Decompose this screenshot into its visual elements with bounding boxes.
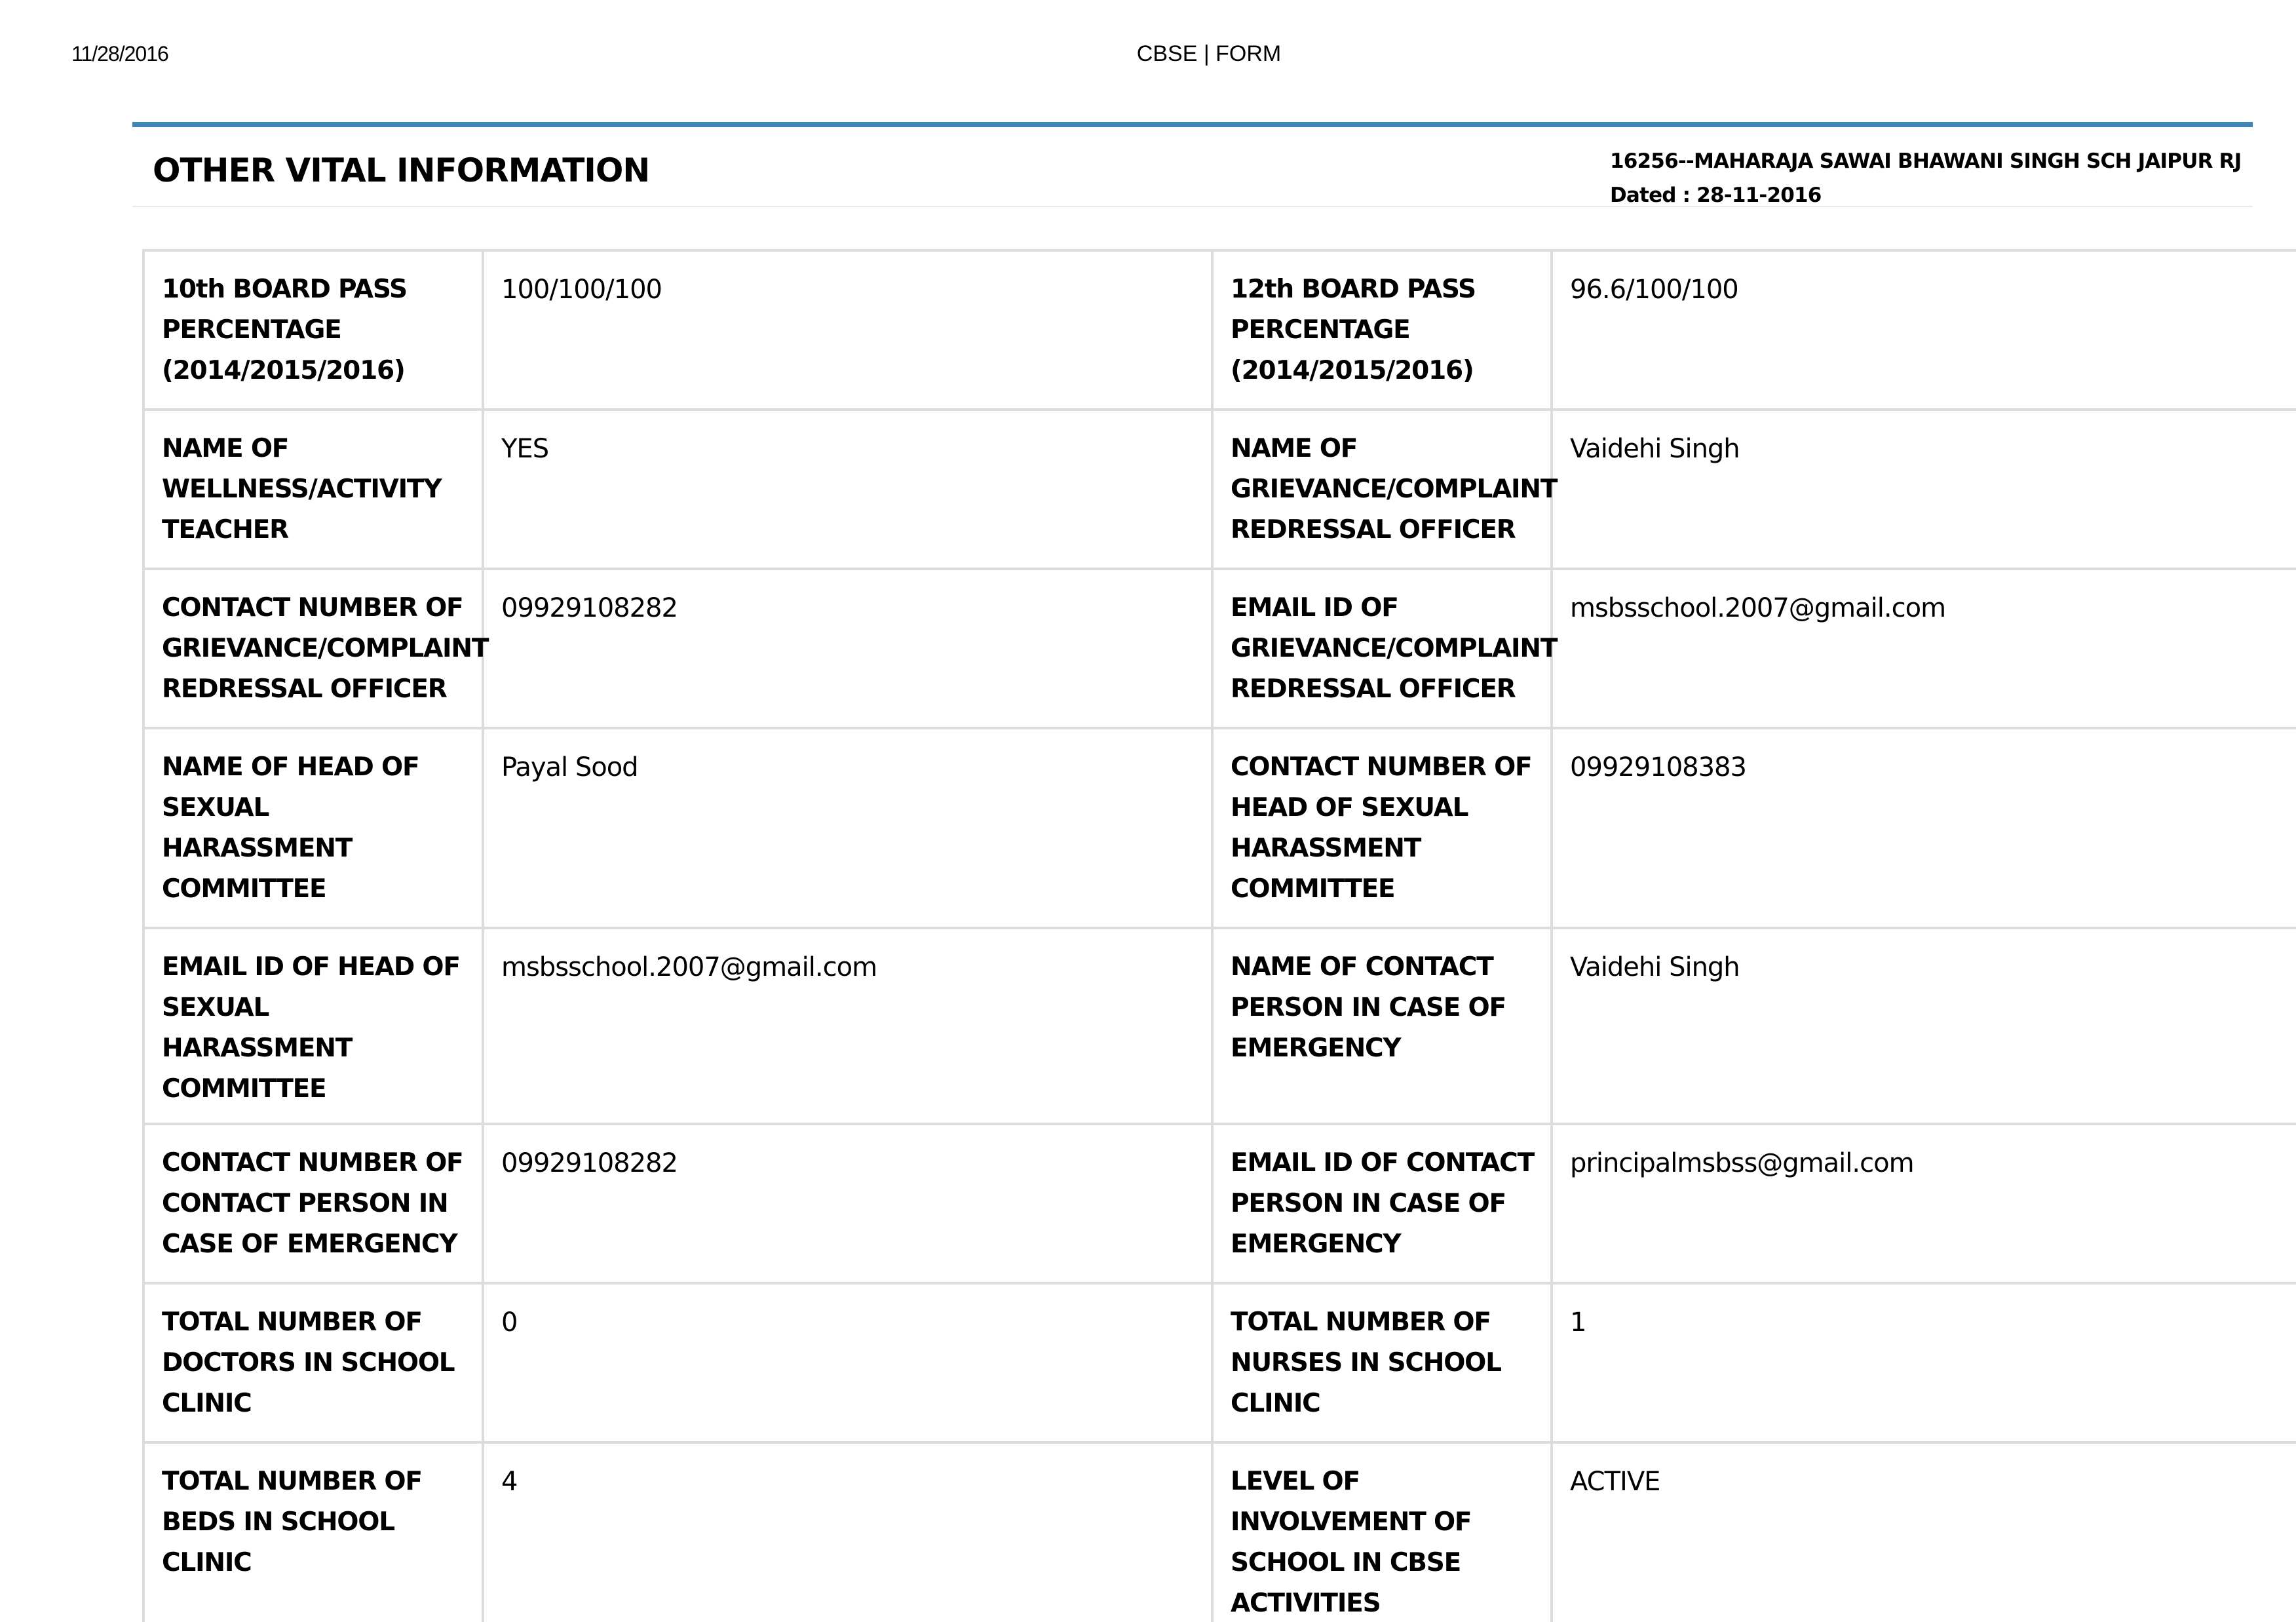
school-name: 16256--MAHARAJA SAWAI BHAWANI SINGH SCH JAIPUR RJ xyxy=(1610,149,2242,173)
field-value: principalmsbss@gmail.com xyxy=(1552,1124,2296,1283)
table-row xyxy=(144,928,2296,1124)
field-value: 4 xyxy=(483,1442,1212,1622)
field-label: LEVEL OF INVOLVEMENT OF SCHOOL IN CBSE ACTIVITIES xyxy=(1212,1442,1552,1622)
section-title: OTHER VITAL INFORMATION xyxy=(153,151,650,189)
field-label: EMAIL ID OF CONTACT PERSON IN CASE OF EMERGENCY xyxy=(1212,1124,1552,1283)
field-label: TOTAL NUMBER OF DOCTORS IN SCHOOL CLINIC xyxy=(144,1283,483,1442)
field-value: YES xyxy=(483,410,1212,569)
field-label: 12th BOARD PASS PERCENTAGE (2014/2015/2016) xyxy=(1212,250,1552,410)
table-row xyxy=(144,1283,2296,1442)
vital-info-rows xyxy=(144,250,2296,1622)
field-value: Vaidehi Singh xyxy=(1552,928,2296,1124)
field-label: CONTACT NUMBER OF CONTACT PERSON IN CASE OF EMERGENCY xyxy=(144,1124,483,1283)
dated-text: Dated : 28-11-2016 xyxy=(1610,183,1822,207)
field-value: 100/100/100 xyxy=(483,250,1212,410)
table-row xyxy=(144,410,2296,569)
field-label: NAME OF CONTACT PERSON IN CASE OF EMERGENCY xyxy=(1212,928,1552,1124)
field-value: 09929108282 xyxy=(483,1124,1212,1283)
table-row xyxy=(144,1442,2296,1622)
field-label: EMAIL ID OF GRIEVANCE/COMPLAINT REDRESSAL OFFICER xyxy=(1212,569,1552,728)
field-label: TOTAL NUMBER OF NURSES IN SCHOOL CLINIC xyxy=(1212,1283,1552,1442)
print-date: 11/28/2016 xyxy=(71,42,168,66)
field-value: 09929108282 xyxy=(483,569,1212,728)
field-label: TOTAL NUMBER OF BEDS IN SCHOOL CLINIC xyxy=(144,1442,483,1622)
field-value: msbsschool.2007@gmail.com xyxy=(1552,569,2296,728)
field-label: 10th BOARD PASS PERCENTAGE (2014/2015/2016) xyxy=(144,250,483,410)
school-info xyxy=(1610,144,2241,212)
field-value: msbsschool.2007@gmail.com xyxy=(483,928,1212,1124)
field-value: ACTIVE xyxy=(1552,1442,2296,1622)
table-row xyxy=(144,250,2296,410)
field-value: 96.6/100/100 xyxy=(1552,250,2296,410)
field-label: EMAIL ID OF HEAD OF SEXUAL HARASSMENT COMMITTEE xyxy=(144,928,483,1124)
field-label: CONTACT NUMBER OF GRIEVANCE/COMPLAINT REDRESSAL OFFICER xyxy=(144,569,483,728)
field-value: 1 xyxy=(1552,1283,2296,1442)
table-row xyxy=(144,569,2296,728)
field-value: 09929108383 xyxy=(1552,728,2296,928)
section-header xyxy=(132,122,2253,207)
field-label: NAME OF GRIEVANCE/COMPLAINT REDRESSAL OFFICER xyxy=(1212,410,1552,569)
print-title: CBSE | FORM xyxy=(1136,41,1282,66)
vital-info-table xyxy=(142,249,2296,1622)
table-row xyxy=(144,1124,2296,1283)
table-row xyxy=(144,728,2296,928)
field-label: NAME OF HEAD OF SEXUAL HARASSMENT COMMITTEE xyxy=(144,728,483,928)
field-value: Vaidehi Singh xyxy=(1552,410,2296,569)
field-value: Payal Sood xyxy=(483,728,1212,928)
field-label: NAME OF WELLNESS/ACTIVITY TEACHER xyxy=(144,410,483,569)
field-value: 0 xyxy=(483,1283,1212,1442)
field-label: CONTACT NUMBER OF HEAD OF SEXUAL HARASSMENT COMMITTEE xyxy=(1212,728,1552,928)
